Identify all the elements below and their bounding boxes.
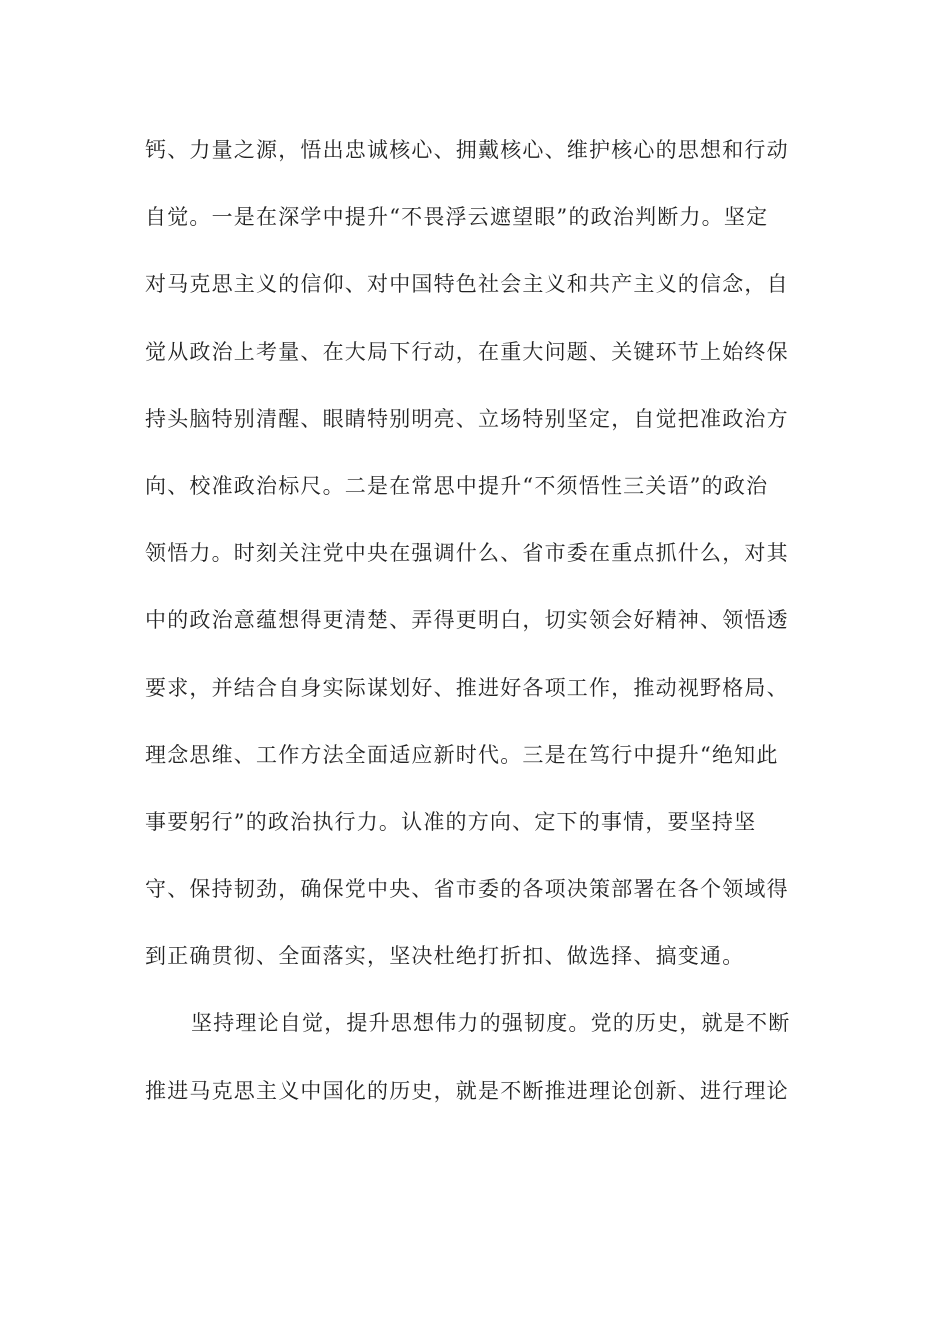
text-line: 持头脑特别清醒、眼睛特别明亮、立场特别坚定，自觉把准政治方 — [145, 406, 789, 431]
text-line: 对马克思主义的信仰、对中国特色社会主义和共产主义的信念，自 — [145, 272, 789, 297]
text-line: 觉从政治上考量、在大局下行动，在重大问题、关键环节上始终保 — [145, 339, 789, 364]
text-line: 自觉。一是在深学中提升“不畏浮云遮望眼”的政治判断力。坚定 — [145, 205, 769, 230]
text-line: 要求，并结合自身实际谋划好、推进好各项工作，推动视野格局、 — [145, 675, 789, 700]
text-line: 中的政治意蕴想得更清楚、弄得更明白，切实领会好精神、领悟透 — [145, 608, 789, 633]
text-line: 向、校准政治标尺。二是在常思中提升“不须悟性三关语”的政治 — [145, 473, 769, 498]
text-line: 到正确贯彻、全面落实，坚决杜绝打折扣、做选择、搞变通。 — [145, 944, 745, 969]
text-line: 推进马克思主义中国化的历史，就是不断推进理论创新、进行理论 — [145, 1078, 789, 1103]
paragraph-start-line: 坚持理论自觉，提升思想伟力的强韧度。党的历史，就是不断 — [191, 1011, 791, 1036]
text-line: 事要躬行”的政治执行力。认准的方向、定下的事情，要坚持坚 — [145, 809, 757, 834]
text-line: 领悟力。时刻关注党中央在强调什么、省市委在重点抓什么，对其 — [145, 541, 789, 566]
body-text — [145, 128, 805, 1136]
text-line: 钙、力量之源，悟出忠诚核心、拥戴核心、维护核心的思想和行动 — [145, 138, 789, 162]
text-line: 理念思维、工作方法全面适应新时代。三是在笃行中提升“绝知此 — [145, 742, 779, 767]
text-line: 守、保持韧劲，确保党中央、省市委的各项决策部署在各个领域得 — [145, 877, 789, 902]
